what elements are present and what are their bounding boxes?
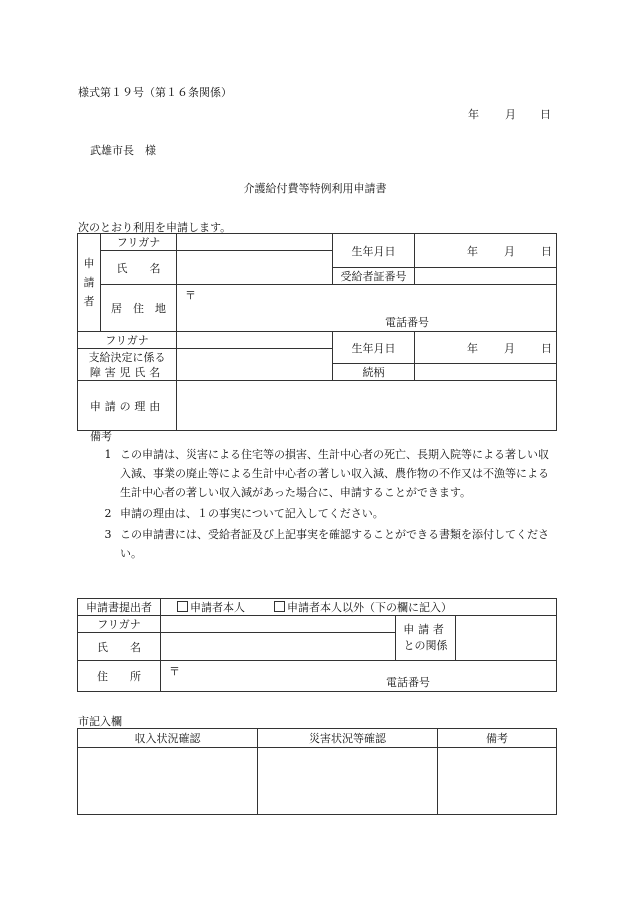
applicant-table bbox=[77, 233, 557, 431]
cert-number-label: 受給者証番号 bbox=[333, 268, 415, 285]
submitter-name-field[interactable] bbox=[161, 633, 396, 661]
income-check-field[interactable] bbox=[78, 748, 258, 815]
notes-list bbox=[96, 445, 556, 565]
date-year-label: 年 bbox=[468, 108, 479, 121]
submitter-table bbox=[77, 598, 557, 692]
child-furigana-label: フリガナ bbox=[78, 332, 177, 349]
relationship-field[interactable] bbox=[415, 364, 557, 381]
option-self-checkbox[interactable]: 申請者本人 bbox=[177, 601, 245, 614]
relation-field[interactable] bbox=[456, 616, 557, 661]
income-check-header: 収入状況確認 bbox=[78, 729, 258, 748]
submitter-phone-label: 電話番号 bbox=[386, 676, 430, 689]
address-label: 居 住 地 bbox=[101, 285, 177, 332]
city-section-heading: 市記入欄 bbox=[78, 715, 122, 728]
disaster-check-field[interactable] bbox=[258, 748, 438, 815]
disaster-check-header: 災害状況等確認 bbox=[258, 729, 438, 748]
date-day-label: 日 bbox=[540, 108, 551, 121]
reason-field[interactable] bbox=[177, 381, 557, 431]
child-name-field[interactable] bbox=[177, 349, 333, 381]
intro-text: 次のとおり利用を申請します。 bbox=[78, 221, 232, 234]
postal-mark: 〒 bbox=[185, 289, 196, 302]
option-other-checkbox[interactable]: 申請者本人以外（下の欄に記入） bbox=[274, 601, 452, 614]
applicant-group-label: 申請者 bbox=[78, 234, 101, 332]
form-title: 介護給付費等特例利用申請書 bbox=[243, 182, 387, 195]
phone-label: 電話番号 bbox=[385, 316, 429, 329]
cert-number-field[interactable] bbox=[415, 268, 557, 285]
note-item: 1 この申請は、災害による住宅等の損害、生計中心者の死亡、長期入院等による著しい収入減、事業の廃止等による生計中心者の著しい収入減、農作物の不作又は不漁等による生計中心者の著しい収入減があった場合に、申請することができます。 bbox=[104, 448, 549, 499]
furigana-field[interactable] bbox=[177, 234, 333, 251]
submitter-options bbox=[161, 599, 557, 616]
address-field[interactable] bbox=[177, 285, 557, 332]
note-item: 2 申請の理由は、１の事実について記入してください。 bbox=[104, 507, 384, 520]
checkbox-icon bbox=[274, 601, 285, 612]
notes-heading: 備考 bbox=[90, 430, 112, 443]
form-number: 様式第１９号（第１６条関係） bbox=[78, 86, 232, 99]
birthdate-label: 生年月日 bbox=[333, 234, 415, 268]
reason-label: 申請の理由 bbox=[78, 381, 177, 431]
remarks-header: 備考 bbox=[438, 729, 557, 748]
recipient: 武雄市長 様 bbox=[90, 144, 156, 157]
submitter-address-field[interactable] bbox=[161, 661, 557, 692]
child-name-label: 支給決定に係る 障害児氏名 bbox=[78, 349, 177, 381]
relation-label: 申請者 との関係 bbox=[396, 616, 456, 661]
note-item: 3 この申請書には、受給者証及び上記事実を確認することができる書類を添付してください。 bbox=[104, 528, 549, 560]
submitter-name-label: 氏 名 bbox=[78, 633, 161, 661]
submitter-furigana-label: フリガナ bbox=[78, 616, 161, 633]
city-table bbox=[77, 728, 557, 815]
relationship-label: 続柄 bbox=[333, 364, 415, 381]
date-month-label: 月 bbox=[505, 108, 516, 121]
name-label: 氏 名 bbox=[101, 251, 177, 285]
submitter-address-label: 住 所 bbox=[78, 661, 161, 692]
furigana-label: フリガナ bbox=[101, 234, 177, 251]
birthdate-field[interactable]: 年 月 日 bbox=[415, 234, 557, 268]
remarks-field[interactable] bbox=[438, 748, 557, 815]
postal-mark: 〒 bbox=[169, 665, 180, 678]
submitter-label: 申請書提出者 bbox=[78, 599, 161, 616]
child-birthdate-label: 生年月日 bbox=[333, 332, 415, 364]
child-furigana-field[interactable] bbox=[177, 332, 333, 349]
submitter-furigana-field[interactable] bbox=[161, 616, 396, 633]
child-birthdate-field[interactable]: 年 月 日 bbox=[415, 332, 557, 364]
checkbox-icon bbox=[177, 601, 188, 612]
name-field[interactable] bbox=[177, 251, 333, 285]
